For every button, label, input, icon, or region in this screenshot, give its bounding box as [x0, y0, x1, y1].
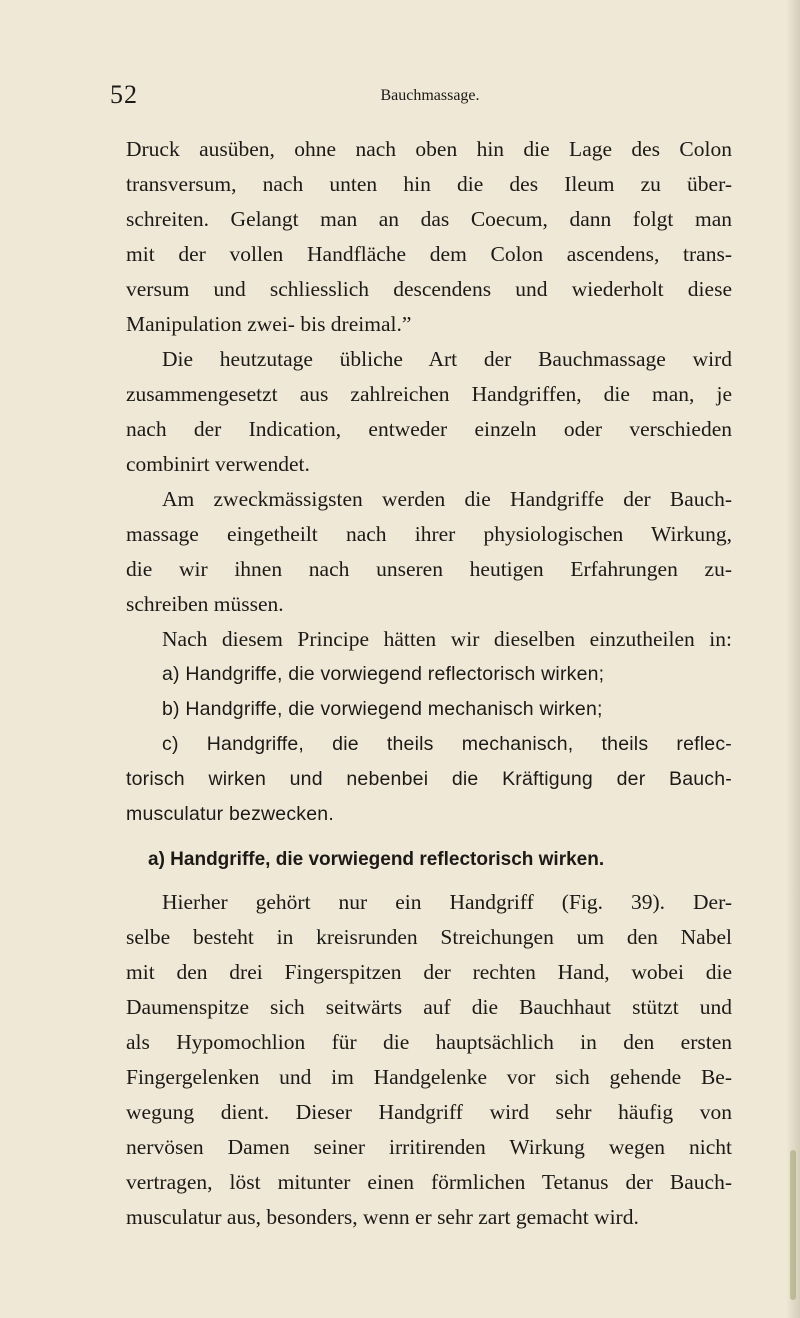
list-item-c: c) Handgriffe, die theils mechanisch, theils reflec-	[162, 733, 732, 755]
list-item-b: b) Handgriffe, die vorwiegend mechanisch wirken;	[162, 698, 603, 720]
text-line: als Hypomochlion für die hauptsächlich in den ersten	[126, 1030, 732, 1054]
running-title: Bauchmassage.	[380, 87, 480, 104]
text-line: nervösen Damen seiner irritirenden Wirkung wegen nicht	[126, 1135, 732, 1159]
text-line: Hierher gehört nur ein Handgriff (Fig. 39). Der-	[162, 890, 732, 914]
list-item-c-continued: torisch wirken und nebenbei die Kräftigung der Bauch-	[126, 768, 732, 790]
text-line: nach der Indication, entweder einzeln oder verschieden	[126, 417, 732, 441]
text-line: Fingergelenken und im Handgelenke vor sich gehende Be-	[126, 1065, 732, 1089]
text-line: wegung dient. Dieser Handgriff wird sehr häufig von	[126, 1100, 732, 1124]
page-edge-shadow	[786, 0, 800, 1318]
text-line: die wir ihnen nach unseren heutigen Erfahrungen zu-	[126, 557, 732, 581]
list-item-c-continued: musculatur bezwecken.	[126, 803, 334, 825]
main-text	[126, 132, 732, 1235]
text-line: Manipulation zwei- bis dreimal.”	[126, 312, 412, 336]
list-item-a: a) Handgriffe, die vorwiegend reflectorisch wirken;	[162, 663, 605, 685]
text-line: Druck ausüben, ohne nach oben hin die Lage des Colon	[126, 137, 732, 161]
text-line: Am zweckmässigsten werden die Handgriffe der Bauch-	[162, 487, 732, 511]
text-line: massage eingetheilt nach ihrer physiologischen Wirkung,	[126, 522, 732, 546]
text-line: schreiten. Gelangt man an das Coecum, dann folgt man	[126, 207, 732, 231]
text-line: mit der vollen Handfläche dem Colon ascendens, trans-	[126, 242, 732, 266]
section-heading: a) Handgriffe, die vorwiegend reflectorisch wirken.	[148, 849, 605, 870]
text-line: mit den drei Fingerspitzen der rechten Hand, wobei die	[126, 960, 732, 984]
page-stain	[790, 1150, 796, 1300]
text-line: Daumenspitze sich seitwärts auf die Bauchhaut stützt und	[126, 995, 732, 1019]
page-number: 52	[110, 80, 138, 109]
text-line: vertragen, löst mitunter einen förmlichen Tetanus der Bauch-	[126, 1170, 732, 1194]
text-line: Die heutzutage übliche Art der Bauchmassage wird	[162, 347, 732, 371]
text-line: selbe besteht in kreisrunden Streichungen um den Nabel	[126, 925, 732, 949]
text-line: musculatur aus, besonders, wenn er sehr zart gemacht wird.	[126, 1205, 639, 1229]
text-line: versum und schliesslich descendens und wiederholt diese	[126, 277, 732, 301]
text-line: schreiben müssen.	[126, 592, 284, 616]
text-line: Nach diesem Principe hätten wir dieselben einzutheilen in:	[162, 627, 732, 651]
text-line: zusammengesetzt aus zahlreichen Handgriffen, die man, je	[126, 382, 732, 406]
text-line: transversum, nach unten hin die des Ileum zu über-	[126, 172, 732, 196]
text-line: combinirt verwendet.	[126, 452, 310, 476]
